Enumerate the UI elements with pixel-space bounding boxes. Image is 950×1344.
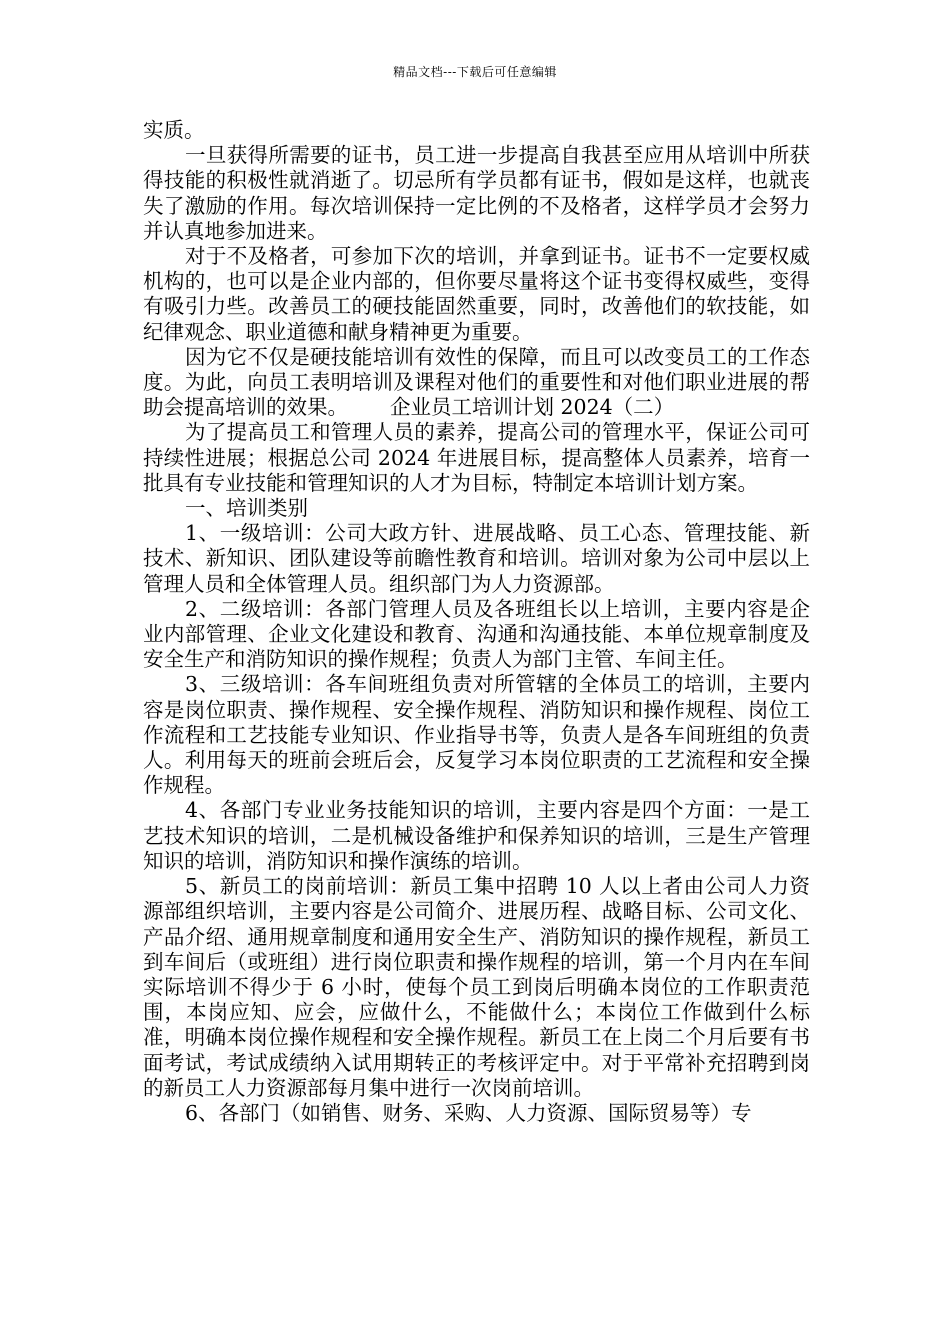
list-item-level-2-training: 2、二级培训：各部门管理人员及各班组长以上培训，主要内容是企业内部管理、企业文化建设和教育、沟通和沟通技能、本单位规章制度及安全生产和消防知识的操作规程；负责人为部门主管、车间主任。 xyxy=(143,596,810,672)
paragraph-attitude-text: 因为它不仅是硬技能培训有效性的保障，而且可以改变员工的工作态度。为此，向员工表明培训及课程对他们的重要性和对他们职业进展的帮助会提高培训的效果。 xyxy=(143,344,810,420)
list-item-new-employee-training: 5、新员工的岗前培训：新员工集中招聘 10 人以上者由公司人力资源部组织培训，主要内容是公司简介、进展历程、战略目标、公司文化、产品介绍、通用规章制度和通用安全生产、消防知识的操作规程，新员工到车间后（或班组）进行岗位职责和操作规程的培训，第一个月内在车间实际培训不得少于 6 小时，使每个员工到岗后明确本岗位的工作职责范围，本岗应知、应会，应做什么，不能做什么；本岗位工作做到什么标准，明确本岗位操作规程和安全操作规程。新员工在上岗二个月后要有书面考试，考试成绩纳入试用期转正的考核评定中。对于平常补充招聘到岗的新员工人力资源部每月集中进行一次岗前培训。 xyxy=(143,874,810,1100)
heading-training-categories: 一、培训类别 xyxy=(185,496,308,521)
paragraph-continuation: 实质。 xyxy=(143,118,205,142)
document-body xyxy=(143,118,810,1126)
list-item-level-3-training: 3、三级培训：各车间班组负责对所管辖的全体员工的培训，主要内容是岗位职责、操作规程、安全操作规程、消防知识和操作规程、岗位工作流程和工艺技能专业知识、作业指导书等，负责人是各车间班组的负责人。利用每天的班前会班后会，反复学习本岗位职责的工艺流程和安全操作规程。 xyxy=(143,672,810,798)
list-item-department-professional-training: 6、各部门（如销售、财务、采购、人力资源、国际贸易等）专 xyxy=(185,1100,752,1125)
paragraph-certificate-motivation: 一旦获得所需要的证书，员工进一步提高自我甚至应用从培训中所获得技能的积极性就消逝了。切忌所有学员都有证书，假如是这样，也就丧失了激励的作用。每次培训保持一定比例的不及格者，这样学员才会努力并认真地参加进来。 xyxy=(143,143,810,243)
list-item-department-skills-training: 4、各部门专业业务技能知识的培训，主要内容是四个方面：一是工艺技术知识的培训，二是机械设备维护和保养知识的培训，三是生产管理知识的培训，消防知识和操作演练的培训。 xyxy=(143,798,810,873)
section-title-plan-2: 企业员工培训计划 2024（二） xyxy=(390,395,675,420)
paragraph-purpose: 为了提高员工和管理人员的素养，提高公司的管理水平，保证公司可持续性进展；根据总公司 2024 年进展目标，提高整体人员素养，培育一批具有专业技能和管理知识的人才为目标，特制定本培训计划方案。 xyxy=(143,420,810,495)
list-item-level-1-training: 1、一级培训：公司大政方针、进展战略、员工心态、管理技能、新技术、新知识、团队建设等前瞻性教育和培训。培训对象为公司中层以上管理人员和全体管理人员。组织部门为人力资源部。 xyxy=(143,521,810,596)
paragraph-attitude xyxy=(143,345,810,421)
page-header: 精品文档---下载后可任意编辑 xyxy=(393,65,557,79)
paragraph-failed-trainees: 对于不及格者，可参加下次的培训，并拿到证书。证书不一定要权威机构的，也可以是企业内部的，但你要尽量将这个证书变得权威些，变得有吸引力些。改善员工的硬技能固然重要，同时，改善他们的软技能，如纪律观念、职业道德和献身精神更为重要。 xyxy=(143,244,810,344)
